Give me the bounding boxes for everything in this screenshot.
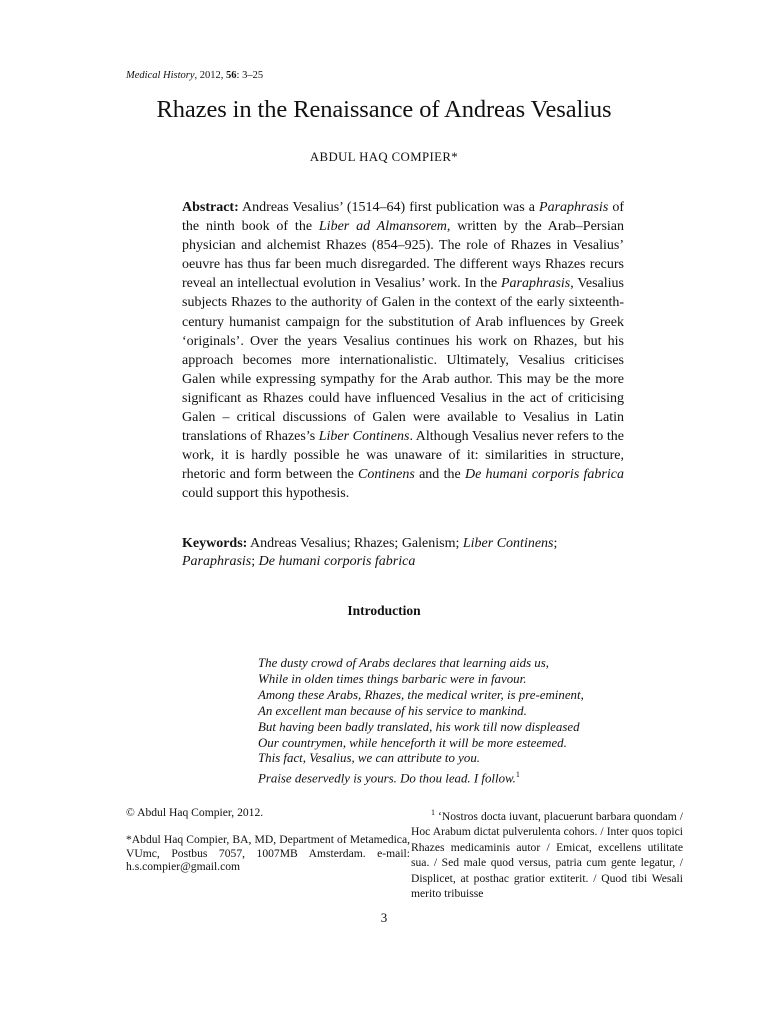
abstract [182,198,624,504]
keywords-label: Keywords: [182,536,248,551]
footnote-reference[interactable]: 1 [515,770,520,780]
poem-line: While in olden times things barbaric were in favour. [258,671,527,686]
copyright-notice: © Abdul Haq Compier, 2012. [126,806,264,819]
abstract-italic: Paraphrasis [539,200,609,215]
abstract-italic: Paraphrasis [501,276,571,292]
journal-volume: 56 [226,70,237,81]
abstract-italic: Liber Continens [318,429,410,445]
abstract-italic: Continens [358,467,415,483]
abstract-text: . Although Vesalius never refers to the work, it is hardly possible he was unaware of it: similarities in structure, rhetoric and form between the [182,429,624,483]
keywords [182,535,624,571]
keyword-italic: De humani corporis fabrica [258,554,416,569]
footnote-mark: 1 [431,808,435,817]
keywords-text: Andreas Vesalius; Rhazes; Galenism; [247,536,463,551]
section-heading-introduction: Introduction [347,603,421,618]
keywords-separator: ; [553,536,558,551]
poem-line: An excellent man because of his service to mankind. [258,703,527,718]
abstract-text: of the ninth book of the [182,200,624,235]
page-number: 3 [380,910,388,925]
poem-line-last [258,767,584,787]
keyword-italic: Paraphrasis [182,554,252,569]
abstract-text: , written by the Arab–Persian physician and alchemist Rhazes (854–925). The role of Rhazes in Vesalius’ oeuvre has thus far been much disregarded. The different ways Rhazes recurs reveal an intellectual evolution in Vesalius’ work. In the [182,219,624,292]
abstract-text: could support this hypothesis. [182,486,350,502]
journal-citation [126,70,263,81]
poem-line: The dusty crowd of Arabs declares that learning aids us, [258,656,549,670]
abstract-text: and the [414,467,465,483]
poem-line: Our countrymen, while henceforth it will be more esteemed. [258,735,567,750]
journal-year: , 2012, [194,70,227,81]
poem-line: But having been badly translated, his work till now displeased [258,719,580,734]
abstract-italic: De humani corporis fabrica [464,467,624,483]
journal-name: Medical History [126,70,195,81]
author-affiliation: *Abdul Haq Compier, BA, MD, Department of Metamedica, VUmc, Postbus 7057, 1007MB Amsterdam. e-mail: h.s.compier@gmail.com [126,833,410,874]
keywords-separator: ; [251,554,259,569]
footnote-text: ‘Nostros docta iuvant, placuerunt barbara quondam / Hoc Arabum dictat pulverulenta cohors. / Inter quos topici Rhazes medicaminis autor / Emicat, excellens utilitate sua. / Sed male quod versus, patria cum gente legatur, / Displicet, at posthac gratior extiterit. / Quod tibi Wesali merito tribuisse [411,809,683,901]
abstract-label: Abstract: [182,200,239,215]
poem-line: Among these Arabs, Rhazes, the medical writer, is pre-eminent, [258,687,584,702]
poem-line: Praise deservedly is yours. Do thou lead. I follow. [258,771,516,786]
journal-pages: : 3–25 [236,70,264,81]
abstract-italic: Liber ad Almansorem [318,219,447,235]
abstract-text: Andreas Vesalius’ (1514–64) first publication was a [238,200,540,215]
author-name: ABDUL HAQ COMPIER* [309,150,459,164]
article-title: Rhazes in the Renaissance of Andreas Vesalius [156,96,612,123]
keyword-italic: Liber Continens [462,536,554,551]
poem-line: This fact, Vesalius, we can attribute to you. [258,751,480,766]
epigraph-poem [258,656,584,788]
abstract-text: , Vesalius subjects Rhazes to the authority of Galen in the context of the early sixteenth-century humanist campaign for the substitution of Arab influences by Greek ‘originals’. Over the years Vesalius continues his work on Rhazes, but his approach becomes more internationalistic. Ultimately, Vesalius criticises Galen while expressing sympathy for the Arab author. This may be the more significant as Rhazes could have influenced Vesalius in the act of criticising Galen – critical discussions of Galen were available to Vesalius in Latin translations of Rhazes’s [182,276,624,445]
footnote-1 [411,805,683,902]
